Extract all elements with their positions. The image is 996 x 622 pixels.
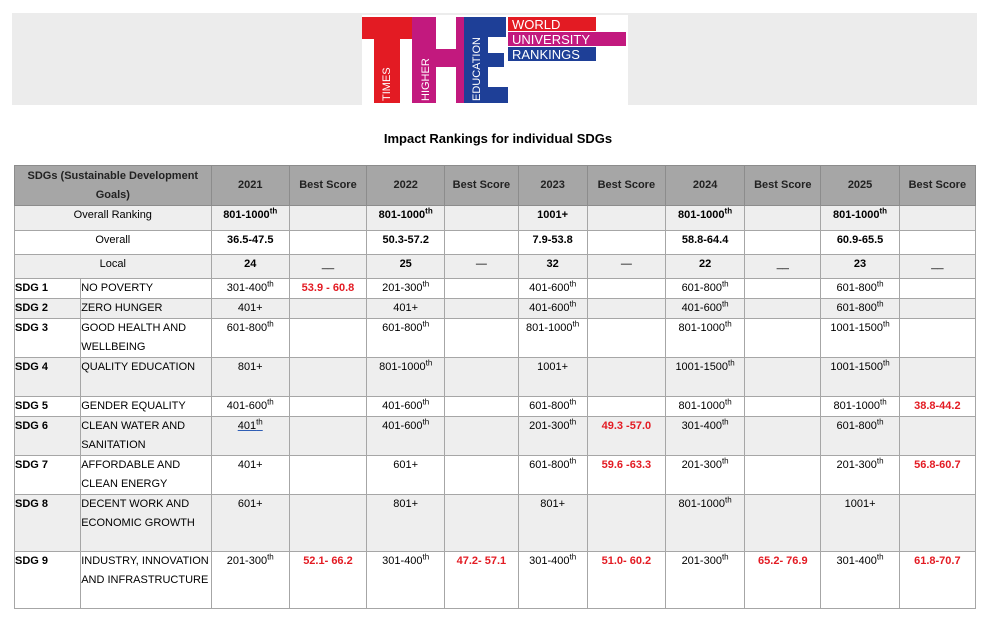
the-logo: [362, 15, 628, 105]
rank-cell: 401+: [211, 299, 289, 319]
best-score-cell: 38.8-44.2: [899, 397, 975, 417]
sdg-name: GOOD HEALTH AND WELLBEING: [81, 319, 211, 358]
the-logo-graphic: [362, 15, 628, 105]
best-score-cell: [899, 319, 975, 358]
best-score-cell: 59.6 -63.3: [587, 456, 665, 495]
sdg-code: SDG 3: [15, 319, 81, 358]
summary-value: 50.3-57.2: [367, 231, 445, 255]
best-score-cell: [289, 358, 366, 397]
summary-value: 801-1000th: [665, 206, 744, 231]
best-score-cell: [289, 456, 366, 495]
summary-value: 25: [367, 255, 445, 279]
summary-best: —: [445, 255, 518, 279]
rank-cell: 201-300th: [665, 456, 744, 495]
best-score-cell: 61.8-70.7: [899, 552, 975, 609]
header-year-2024: 2024: [665, 166, 744, 206]
summary-best: [587, 231, 665, 255]
rank-cell: 201-300th: [211, 552, 289, 609]
rank-cell: 301-400th: [665, 417, 744, 456]
header-year-2022: 2022: [367, 166, 445, 206]
impact-rankings-table: [14, 165, 976, 609]
sdg-code: SDG 9: [15, 552, 81, 609]
logo-word-education: EDUCATION: [471, 37, 483, 101]
sdg-name: AFFORDABLE AND CLEAN ENERGY: [81, 456, 211, 495]
summary-best: [445, 206, 518, 231]
best-score-cell: [745, 417, 821, 456]
table-row: [15, 319, 976, 358]
summary-best: __: [745, 255, 821, 279]
best-score-cell: [899, 417, 975, 456]
best-score-cell: [289, 417, 366, 456]
best-score-cell: [289, 319, 366, 358]
summary-row: [15, 255, 976, 279]
summary-row: [15, 206, 976, 231]
rank-cell: 301-400th: [821, 552, 899, 609]
summary-best: [289, 206, 366, 231]
rank-cell: 1001-1500th: [665, 358, 744, 397]
header-best-score: Best Score: [745, 166, 821, 206]
sdg-name: DECENT WORK AND ECONOMIC GROWTH: [81, 495, 211, 552]
rank-cell: 801-1000th: [367, 358, 445, 397]
sdg-name: QUALITY EDUCATION: [81, 358, 211, 397]
rank-cell: 801+: [518, 495, 587, 552]
rank-cell: 801+: [367, 495, 445, 552]
sdg-code: SDG 5: [15, 397, 81, 417]
summary-value: 801-1000th: [211, 206, 289, 231]
best-score-cell: [899, 495, 975, 552]
summary-best: [899, 206, 975, 231]
rank-cell: 801-1000th: [665, 319, 744, 358]
best-score-cell: [445, 456, 518, 495]
best-score-cell: [587, 495, 665, 552]
best-score-cell: [745, 358, 821, 397]
table-row: [15, 279, 976, 299]
table-row: [15, 552, 976, 609]
summary-best: [445, 231, 518, 255]
best-score-cell: [899, 279, 975, 299]
rank-cell: 401-600th: [665, 299, 744, 319]
table-row: [15, 299, 976, 319]
rank-cell: 601-800th: [518, 456, 587, 495]
rank-cell: 1001-1500th: [821, 358, 899, 397]
rank-cell: 401th: [211, 417, 289, 456]
logo-word-higher: HIGHER: [420, 58, 432, 101]
best-score-cell: [445, 319, 518, 358]
rank-cell: 301-400th: [367, 552, 445, 609]
summary-best: [745, 231, 821, 255]
header-year-2021: 2021: [211, 166, 289, 206]
best-score-cell: [745, 397, 821, 417]
summary-best: —: [587, 255, 665, 279]
best-score-cell: 53.9 - 60.8: [289, 279, 366, 299]
rank-cell: 601+: [367, 456, 445, 495]
rank-cell: 401+: [367, 299, 445, 319]
rank-cell: 801-1000th: [665, 397, 744, 417]
sdg-name: ZERO HUNGER: [81, 299, 211, 319]
summary-value: 23: [821, 255, 899, 279]
summary-best: [587, 206, 665, 231]
header-best-score: Best Score: [289, 166, 366, 206]
best-score-cell: 51.0- 60.2: [587, 552, 665, 609]
summary-value: 7.9-53.8: [518, 231, 587, 255]
logo-word-times: TIMES: [381, 67, 393, 101]
header-year-2023: 2023: [518, 166, 587, 206]
rank-cell: 1001-1500th: [821, 319, 899, 358]
table-header-row: [15, 166, 976, 206]
best-score-cell: [445, 417, 518, 456]
logo-word-rankings: RANKINGS: [512, 47, 580, 62]
summary-label: Local: [15, 255, 212, 279]
summary-best: [745, 206, 821, 231]
summary-label: Overall Ranking: [15, 206, 212, 231]
best-score-cell: [587, 358, 665, 397]
header-year-2025: 2025: [821, 166, 899, 206]
best-score-cell: [587, 279, 665, 299]
best-score-cell: [899, 358, 975, 397]
summary-value: 801-1000th: [821, 206, 899, 231]
best-score-cell: [445, 358, 518, 397]
sdg-code: SDG 2: [15, 299, 81, 319]
sdg-name: CLEAN WATER AND SANITATION: [81, 417, 211, 456]
best-score-cell: [445, 299, 518, 319]
summary-value: 801-1000th: [367, 206, 445, 231]
header-best-score: Best Score: [445, 166, 518, 206]
best-score-cell: 49.3 -57.0: [587, 417, 665, 456]
best-score-cell: 56.8-60.7: [899, 456, 975, 495]
summary-value: 22: [665, 255, 744, 279]
sdg-code: SDG 7: [15, 456, 81, 495]
rank-cell: 601-800th: [665, 279, 744, 299]
rank-cell: 601-800th: [821, 299, 899, 319]
logo-word-university: UNIVERSITY: [512, 32, 591, 47]
sdg-code: SDG 8: [15, 495, 81, 552]
rank-cell: 401+: [211, 456, 289, 495]
table-row: [15, 397, 976, 417]
rank-cell: 401-600th: [518, 279, 587, 299]
rank-cell: 401-600th: [367, 397, 445, 417]
best-score-cell: 52.1- 66.2: [289, 552, 366, 609]
rank-cell: 1001+: [821, 495, 899, 552]
header-best-score: Best Score: [587, 166, 665, 206]
best-score-cell: [289, 299, 366, 319]
summary-value: 1001+: [518, 206, 587, 231]
header-best-score: Best Score: [899, 166, 975, 206]
summary-best: [899, 231, 975, 255]
table-row: [15, 417, 976, 456]
summary-value: 24: [211, 255, 289, 279]
summary-value: 36.5-47.5: [211, 231, 289, 255]
best-score-cell: [445, 495, 518, 552]
header-sdgs: SDGs (Sustainable Development Goals): [15, 166, 212, 206]
rank-cell: 301-400th: [518, 552, 587, 609]
sdg-name: INDUSTRY, INNOVATION AND INFRASTRUCTURE: [81, 552, 211, 609]
sdg-code: SDG 6: [15, 417, 81, 456]
best-score-cell: [587, 299, 665, 319]
summary-value: 32: [518, 255, 587, 279]
rank-cell: 201-300th: [821, 456, 899, 495]
best-score-cell: [587, 397, 665, 417]
rank-cell: 801-1000th: [821, 397, 899, 417]
rank-cell: 401-600th: [367, 417, 445, 456]
sdg-code: SDG 4: [15, 358, 81, 397]
best-score-cell: [587, 319, 665, 358]
best-score-cell: [289, 495, 366, 552]
best-score-cell: [745, 279, 821, 299]
summary-row: [15, 231, 976, 255]
rank-cell: 601+: [211, 495, 289, 552]
sdg-name: NO POVERTY: [81, 279, 211, 299]
rank-cell: 301-400th: [211, 279, 289, 299]
rank-cell: 401-600th: [211, 397, 289, 417]
best-score-cell: 47.2- 57.1: [445, 552, 518, 609]
sdg-name: GENDER EQUALITY: [81, 397, 211, 417]
rank-cell: 801-1000th: [518, 319, 587, 358]
summary-value: 58.8-64.4: [665, 231, 744, 255]
summary-label: Overall: [15, 231, 212, 255]
best-score-cell: [899, 299, 975, 319]
rank-cell: 201-300th: [518, 417, 587, 456]
best-score-cell: [745, 319, 821, 358]
rank-cell: 1001+: [518, 358, 587, 397]
rank-cell: 801+: [211, 358, 289, 397]
rank-cell: 601-800th: [367, 319, 445, 358]
rank-cell: 201-300th: [367, 279, 445, 299]
page-title: Impact Rankings for individual SDGs: [383, 131, 613, 146]
rank-cell: 601-800th: [821, 279, 899, 299]
summary-best: __: [289, 255, 366, 279]
table-row: [15, 358, 976, 397]
best-score-cell: [745, 456, 821, 495]
rank-cell: 601-800th: [518, 397, 587, 417]
summary-best: [289, 231, 366, 255]
table-row: [15, 456, 976, 495]
best-score-cell: 65.2- 76.9: [745, 552, 821, 609]
rank-cell: 801-1000th: [665, 495, 744, 552]
rank-cell: 201-300th: [665, 552, 744, 609]
best-score-cell: [445, 397, 518, 417]
logo-word-world: WORLD: [512, 17, 561, 32]
summary-value: 60.9-65.5: [821, 231, 899, 255]
rank-cell: 601-800th: [821, 417, 899, 456]
best-score-cell: [745, 495, 821, 552]
best-score-cell: [445, 279, 518, 299]
best-score-cell: [289, 397, 366, 417]
table-row: [15, 495, 976, 552]
rank-cell: 401-600th: [518, 299, 587, 319]
sdg-code: SDG 1: [15, 279, 81, 299]
summary-best: __: [899, 255, 975, 279]
rank-cell: 601-800th: [211, 319, 289, 358]
best-score-cell: [745, 299, 821, 319]
